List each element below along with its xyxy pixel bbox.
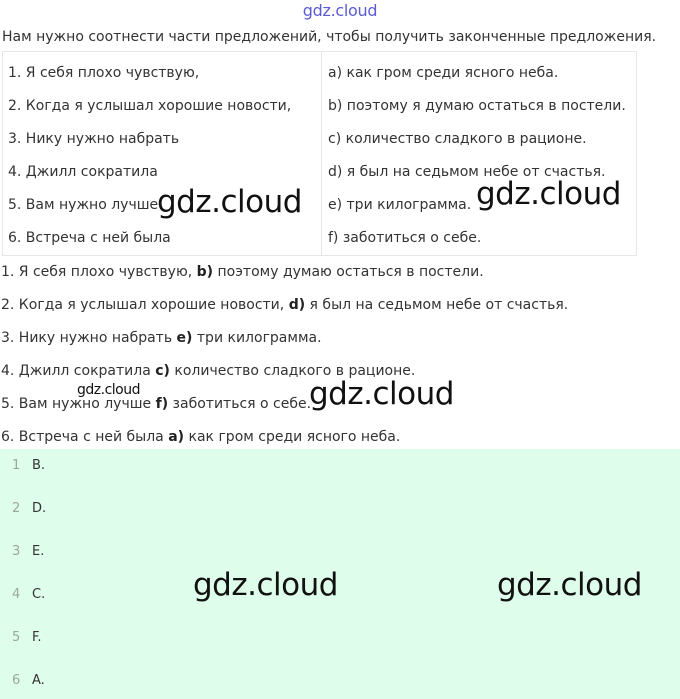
matching-table — [2, 51, 637, 256]
answer-letter: c) — [155, 363, 170, 379]
task-instruction: Нам нужно соотнести части предложений, чтобы получить законченные предложения. — [2, 29, 657, 45]
site-logo[interactable]: gdz.cloud — [302, 1, 378, 20]
row-number: 3 — [12, 544, 21, 559]
row-number: 6 — [12, 673, 21, 688]
table-cell-left-5: 5. Вам нужно лучше — [8, 197, 159, 213]
row-value: D. — [32, 501, 47, 516]
answer-rest: количество сладкого в рационе. — [169, 363, 416, 379]
answer-sentence-3 — [1, 330, 322, 346]
answer-start: 3. Нику нужно набрать — [1, 330, 177, 346]
table-cell-right-f: f) заботиться о себе. — [328, 230, 482, 246]
watermark: gdz.cloud — [157, 184, 302, 220]
answer-start: 4. Джилл сократила — [1, 363, 156, 379]
answer-sentence-2 — [1, 297, 568, 313]
row-value: B. — [32, 458, 46, 473]
table-cell-left-6: 6. Встреча с ней была — [8, 230, 171, 246]
answer-rest: заботиться о себе. — [168, 396, 312, 412]
answer-letter: e) — [176, 330, 193, 346]
answer-rest: я был на седьмом небе от счастья. — [305, 297, 569, 313]
row-number: 4 — [12, 587, 21, 602]
watermark: gdz.cloud — [193, 567, 338, 603]
table-cell-right-a: a) как гром среди ясного неба. — [328, 65, 559, 81]
answer-letter: f) — [155, 396, 169, 412]
table-cell-left-2: 2. Когда я услышал хорошие новости, — [8, 98, 292, 114]
table-cell-right-c: c) количество сладкого в рационе. — [328, 131, 587, 147]
table-cell-right-d: d) я был на седьмом небе от счастья. — [328, 164, 606, 180]
answer-start: 2. Когда я услышал хорошие новости, — [1, 297, 289, 313]
table-cell-right-e: e) три килограмма. — [328, 197, 472, 213]
table-cell-left-3: 3. Нику нужно набрать — [8, 131, 180, 147]
answer-letter: b) — [196, 264, 214, 280]
row-number: 5 — [12, 630, 21, 645]
row-number: 1 — [12, 458, 21, 473]
answer-rest: как гром среди ясного неба. — [184, 429, 401, 445]
watermark: gdz.cloud — [309, 376, 454, 412]
answer-start: 5. Вам нужно лучше — [1, 396, 156, 412]
watermark: gdz.cloud — [476, 176, 621, 212]
answer-sentence-1 — [1, 264, 484, 280]
answer-letter: a) — [168, 429, 185, 445]
table-cell-left-1: 1. Я себя плохо чувствую, — [8, 65, 200, 81]
row-number: 2 — [12, 501, 21, 516]
answer-sentence-6 — [1, 429, 400, 445]
watermark: gdz.cloud — [497, 567, 642, 603]
row-value: F. — [32, 630, 42, 645]
table-cell-right-b: b) поэтому я думаю остаться в постели. — [328, 98, 626, 114]
answer-rest: три килограмма. — [192, 330, 322, 346]
answer-letter: d) — [288, 297, 306, 313]
answer-start: 1. Я себя плохо чувствую, — [1, 264, 197, 280]
watermark: gdz.cloud — [77, 382, 140, 398]
answer-start: 6. Встреча с ней была — [1, 429, 169, 445]
row-value: C. — [32, 587, 46, 602]
row-value: E. — [32, 544, 45, 559]
answer-sentence-5 — [1, 396, 311, 412]
row-value: A. — [32, 673, 45, 688]
column-divider — [321, 52, 322, 255]
answer-rest: поэтому думаю остаться в постели. — [213, 264, 484, 280]
table-cell-left-4: 4. Джилл сократила — [8, 164, 158, 180]
